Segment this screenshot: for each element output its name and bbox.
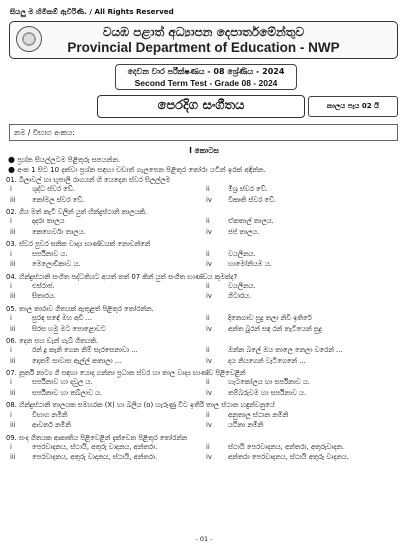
option-text: සිරස හමු මට පොළොවට [32, 324, 106, 333]
option-text: විකෘති ස්වර වේ. [228, 195, 277, 204]
question-text: ස්වර පුවර ඝනික වාද්‍ය භාණ්ඩයක් නොවන්නේ [18, 240, 151, 249]
question-options [6, 250, 402, 273]
option-label: i [10, 378, 12, 387]
answer-option[interactable] [206, 411, 401, 420]
option-label: i [10, 314, 12, 323]
answer-option[interactable] [10, 282, 205, 291]
option-label: ii [206, 410, 210, 419]
option-label: iv [206, 292, 212, 301]
answer-option[interactable] [206, 421, 401, 430]
answer-option[interactable] [206, 453, 401, 462]
option-text: ස්ථායි පෙරවාදනය, අන්තරා, අතුරුවාදන. [228, 442, 345, 451]
instruction-2 [8, 165, 266, 175]
answer-option[interactable] [10, 250, 205, 259]
question-text: තාල තාරාව ගීතයක් ඇතුළත් පිළිතුර තෝරන්න. [18, 304, 154, 313]
answer-option[interactable] [10, 217, 205, 226]
instruction-text: අංක 1 සිට 10 දක්වා ප්‍රශ්න සඳහා වඩාත් ගැලපෙන පිළිතුර තෝරා යටින් ඉරක් අඳින්න. [17, 166, 266, 174]
question-stem [6, 401, 402, 410]
option-text: සර්පිනාව ය. [32, 249, 68, 258]
option-label: i [10, 281, 12, 290]
answer-option[interactable] [206, 378, 401, 387]
answer-option[interactable] [10, 411, 205, 420]
answer-option[interactable] [10, 228, 205, 237]
section-label: I කොටස [189, 146, 219, 155]
option-text: ආවර්ත නමිනි [32, 421, 71, 430]
option-text: දොතම් සාවාස ඇල්ල් කතාලා ... [32, 356, 122, 365]
question-stem [6, 240, 402, 249]
option-label: iii [10, 324, 16, 333]
question-text: දෙන සහ ඩැන් ගැබ් ගීතයකි. [18, 337, 99, 346]
option-text: කෙහෙර්වා තාලය. [32, 227, 86, 236]
option-label: iv [206, 195, 212, 204]
bullet-icon: ● [8, 155, 15, 164]
option-text: සර්පිනාව හා තබ්ලාව ය. [32, 388, 103, 397]
answer-option[interactable] [10, 421, 205, 430]
question-number: 04. [6, 272, 17, 281]
option-text: සුරඳ සඳේ මහ අඩි ... [32, 314, 93, 323]
answer-option[interactable] [206, 292, 401, 301]
answer-option[interactable] [10, 389, 205, 398]
option-label: iv [206, 324, 212, 333]
answer-option[interactable] [10, 453, 205, 462]
option-text: හැටකෝලය හා සර්පිනාව ය. [228, 378, 310, 387]
question-text: හින්දුස්ථානි සංගීත පද්ධතියට අයත් තත් 07 කින් යුත් සංගීත භාණ්ඩය කුමක්ද? [18, 272, 238, 281]
question-options [6, 411, 402, 434]
answer-option[interactable] [10, 185, 205, 194]
option-label: iv [206, 260, 212, 269]
option-label: iii [10, 292, 16, 301]
answer-option[interactable] [206, 357, 401, 366]
option-label: i [10, 410, 12, 419]
option-label: iii [10, 421, 16, 430]
answer-option[interactable] [206, 250, 401, 259]
option-label: iv [206, 356, 212, 365]
answer-option[interactable] [206, 346, 401, 355]
option-label: ii [206, 346, 210, 355]
option-text: වයලීනය. [228, 249, 256, 258]
option-text: ගිටාරය. [228, 292, 252, 301]
answer-option[interactable] [206, 228, 401, 237]
option-text: කෝමල ස්වර වේ. [32, 195, 85, 204]
copyright-notice: සියලු ම හිමිකම් ඇවිරිණි. / All Rights Reserved [10, 7, 174, 16]
option-text: විභාග නමිනි [32, 410, 68, 419]
bullet-icon: ● [8, 165, 15, 174]
answer-option[interactable] [10, 357, 205, 366]
option-label: ii [206, 378, 210, 387]
department-name-sinhala: වයඹ පළාත් අධ්‍යාපන දෙපාර්තමේන්තුව [102, 25, 305, 39]
question-options [6, 314, 402, 337]
question-number: 06. [6, 337, 17, 346]
answer-option[interactable] [10, 325, 205, 334]
option-label: iii [10, 453, 16, 462]
subject-title: පෙරදිග සංගීතය [97, 95, 305, 118]
question-stem [6, 208, 402, 217]
option-label: iii [10, 195, 16, 204]
option-text: මෙලොඩිකාව ය. [32, 260, 81, 269]
option-text: යථිනා නමිනි [228, 421, 264, 430]
option-label: ii [206, 185, 210, 194]
option-text: මිශ්‍ර ස්වර වේ. [228, 185, 268, 194]
answer-option[interactable] [10, 443, 205, 452]
question-number: 07. [6, 369, 17, 378]
answer-option[interactable] [206, 217, 401, 226]
question-number: 05. [6, 304, 17, 313]
answer-option[interactable] [10, 346, 205, 355]
answer-option[interactable] [206, 389, 401, 398]
option-label: ii [206, 281, 210, 290]
option-label: iv [206, 421, 212, 430]
option-text: අන්තරා පෙරවාදනය, ස්ථායි අතුරු වාදනය. [228, 453, 349, 462]
exam-title-sinhala: දෙවන වාර පරීක්ෂණය - 08 ශ්‍රේණිය - 2024 [127, 67, 285, 76]
option-label: ii [206, 217, 210, 226]
option-label: ii [206, 314, 210, 323]
answer-option[interactable] [10, 292, 205, 301]
option-text: ජප් තාලය. [228, 227, 260, 236]
option-label: iii [10, 388, 16, 397]
answer-option[interactable] [10, 260, 205, 269]
question-options [6, 282, 402, 305]
question-text: සංද ගීතයක ආකෘතිය පිළිවෙළින් දැක්වෙන පිළිතුර තෝරන්න [18, 433, 188, 442]
question-stem [6, 305, 402, 314]
question-stem [6, 273, 402, 282]
question-number: 08. [6, 401, 17, 410]
name-index-label: නම / විභාග අංකය: [14, 128, 75, 137]
option-text: හාමෝනියම ය. [228, 260, 272, 269]
time-allowed: කාලය පැය 02 යි [308, 96, 398, 117]
option-text: එස්රාජ. [32, 281, 55, 290]
option-label: iv [206, 388, 212, 397]
question-number: 02. [6, 208, 17, 217]
instruction-text: ප්‍රශ්න සියල්ලටම පිළිතුරු සපයන්න. [17, 156, 121, 164]
question-stem [6, 434, 402, 443]
option-text: ඒකතාල් තාලය. [228, 217, 274, 226]
answer-option[interactable] [206, 196, 401, 205]
department-name-english: Provincial Department of Education - NWP [67, 40, 340, 55]
option-label: i [10, 346, 12, 355]
option-text: වයලීනය. [228, 281, 256, 290]
option-text: රන් දූ කැනි ගෙන නිම් සැරසෙනාවා ... [32, 346, 138, 355]
option-label: iii [10, 356, 16, 365]
question-text: හින්දුස්ථානි තාලයක සමහරක (X) හා බලිය (o) හැරුණු විට ඉතිරි තාල ස්ථාන හඳුන්වනුයේ [18, 401, 275, 410]
option-text: අනුතාල ස්ථාන නමිනි [228, 410, 289, 419]
question-options [6, 378, 402, 401]
question-options [6, 185, 402, 208]
question-number: 09. [6, 433, 17, 442]
option-text: ඔන්න බලේ ඔය තාලෙ නෙලා වරෙන් ... [228, 346, 343, 355]
question-number: 03. [6, 240, 17, 249]
option-text: දිනෙගාඩ සුදු තලා නිවී ඉතිරේ [228, 314, 312, 323]
exam-title-english: Second Term Test - Grade 08 - 2024 [134, 78, 278, 88]
question-options [6, 217, 402, 240]
option-text: ශුද්ධ ස්වර වේ. [32, 185, 75, 194]
question-stem [6, 369, 402, 378]
department-header [9, 21, 398, 59]
question-list [6, 176, 402, 466]
answer-option[interactable] [206, 325, 401, 334]
option-label: i [10, 217, 12, 226]
option-label: iii [10, 227, 16, 236]
option-text: සිතාරය. [32, 292, 56, 301]
instruction-1 [8, 155, 120, 165]
option-label: iv [206, 227, 212, 236]
option-label: iv [206, 453, 212, 462]
option-label: i [10, 442, 12, 451]
question-text: ගීය මත් කැටි වලින් යුත් හින්දුස්ථානි තාලයකි. [18, 208, 148, 217]
option-text: දාදරා තාලය [32, 217, 65, 226]
option-label: i [10, 249, 12, 258]
question-text: බිලාවල් හා භූපාලි රාගයන් හි යෙදෙන ස්වර සිලල්ලම [18, 176, 171, 184]
option-text: තම්බරුවම හා සර්පිනාව ය. [228, 388, 307, 397]
question-number: 01. [6, 176, 17, 184]
answer-option[interactable] [206, 260, 401, 269]
question-stem [6, 176, 402, 185]
name-index-field[interactable] [9, 124, 398, 141]
page-number: - 01 - [195, 535, 213, 543]
answer-option[interactable] [206, 185, 401, 194]
question-options [6, 443, 402, 466]
option-label: i [10, 185, 12, 194]
question-stem [6, 337, 402, 346]
option-text: සර්පිනාව හා දවුල ය. [32, 378, 93, 387]
option-label: ii [206, 249, 210, 258]
answer-option[interactable] [206, 282, 401, 291]
exam-title-box [115, 64, 297, 90]
answer-option[interactable] [10, 314, 205, 323]
answer-option[interactable] [10, 196, 205, 205]
option-text: අන්ත බුරන් සඳ රන් තැටියෙන් සුදු [228, 324, 322, 333]
answer-option[interactable] [206, 314, 401, 323]
answer-option[interactable] [10, 378, 205, 387]
question-options [6, 346, 402, 369]
option-text: පෙරවාදනය, අතුරු වාදනය, ස්ථායි, අන්තරා. [32, 453, 158, 462]
option-text: පෙරවාදනය, ස්ථායි, අතුරු වාදනය, අන්තරා. [32, 442, 158, 451]
option-text: දය නියගෙන් වැටිගෙනේ ... [228, 356, 306, 365]
option-label: ii [206, 442, 210, 451]
answer-option[interactable] [206, 443, 401, 452]
question-text: නූර්ති නාට්‍ය ගී සඳහා යොදා ගන්නා ප්‍රධාන ස්වර හා තාල වාද්‍ය භාණ්ඩ පිළිවෙළින් [18, 369, 246, 378]
option-label: iii [10, 260, 16, 269]
